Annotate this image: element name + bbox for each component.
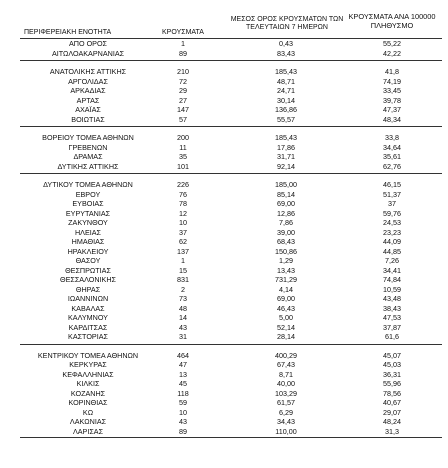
region-name: ΑΠΟ ΟΡΟΣ bbox=[69, 39, 107, 48]
avg7-value: 1,29 bbox=[279, 256, 293, 265]
avg7-value: 5,00 bbox=[279, 313, 293, 322]
region-name: ΑΡΚΑΔΙΑΣ bbox=[70, 86, 106, 95]
cases-value: 831 bbox=[177, 275, 189, 284]
region-name: ΗΛΕΙΑΣ bbox=[74, 227, 102, 237]
per100k-value: 74,19 bbox=[383, 76, 401, 86]
table-row bbox=[0, 77, 448, 86]
cases-value: 1 bbox=[181, 39, 185, 48]
table-row bbox=[0, 332, 448, 341]
region-name: ΘΕΣΣΑΛΟΝΙΚΗΣ bbox=[60, 275, 116, 284]
table-row bbox=[0, 304, 448, 313]
cases-value: 14 bbox=[179, 313, 187, 322]
avg7-value: 6,29 bbox=[279, 407, 293, 417]
per100k-value: 45,07 bbox=[383, 350, 401, 360]
region-name: ΕΒΡΟΥ bbox=[75, 189, 101, 199]
cases-value: 43 bbox=[179, 322, 187, 332]
table-row bbox=[0, 86, 448, 95]
table-row bbox=[0, 162, 448, 171]
avg7-value: 17,86 bbox=[277, 142, 295, 152]
region-name: ΚΑΛΥΜΝΟΥ bbox=[68, 313, 108, 322]
table-row bbox=[0, 351, 448, 360]
avg7-value: 103,29 bbox=[275, 388, 297, 398]
region-name: ΘΗΡΑΣ bbox=[75, 284, 101, 294]
per100k-value: 34,64 bbox=[383, 142, 401, 152]
avg7-value: 185,43 bbox=[275, 133, 297, 142]
table-row bbox=[0, 209, 448, 218]
avg7-value: 12,86 bbox=[277, 208, 295, 218]
cases-value: 62 bbox=[179, 237, 187, 246]
cases-value: 59 bbox=[179, 398, 187, 407]
region-name: ΖΑΚΥΝΘΟΥ bbox=[68, 218, 108, 227]
cases-value: 200 bbox=[177, 133, 189, 142]
cases-value: 43 bbox=[179, 417, 187, 426]
avg7-value: 136,86 bbox=[275, 105, 297, 114]
region-name: ΔΥΤΙΚΟΥ ΤΟΜΕΑ ΑΘΗΝΩΝ bbox=[43, 180, 133, 189]
per100k-value: 10,59 bbox=[383, 284, 401, 294]
region-name: ΚΕΡΚΥΡΑΣ bbox=[69, 360, 107, 369]
cases-value: 210 bbox=[177, 67, 189, 76]
avg7-value: 52,14 bbox=[277, 322, 295, 332]
per100k-value: 38,43 bbox=[383, 303, 401, 313]
region-name: ΚΑΡΔΙΤΣΑΣ bbox=[68, 322, 108, 332]
avg7-value: 8,71 bbox=[279, 369, 293, 379]
cases-value: 10 bbox=[179, 218, 187, 227]
region-name: ΚΑΣΤΟΡΙΑΣ bbox=[68, 332, 108, 341]
avg7-value: 150,86 bbox=[275, 246, 297, 256]
avg7-value: 48,71 bbox=[277, 76, 295, 86]
region-name: ΚΙΛΚΙΣ bbox=[76, 379, 100, 388]
avg7-value: 13,43 bbox=[277, 265, 295, 275]
table-row bbox=[0, 313, 448, 322]
avg7-value: 31,71 bbox=[277, 152, 295, 161]
cases-value: 464 bbox=[177, 350, 189, 360]
table-row bbox=[0, 133, 448, 142]
avg7-value: 67,43 bbox=[277, 360, 295, 369]
cases-value: 31 bbox=[179, 332, 187, 341]
per100k-value: 45,03 bbox=[383, 360, 401, 369]
per100k-value: 23,23 bbox=[383, 227, 401, 237]
cases-value: 101 bbox=[177, 161, 189, 171]
cases-value: 89 bbox=[179, 426, 187, 436]
avg7-value: 39,00 bbox=[277, 227, 295, 237]
header-avg7: ΜΕΣΟΣ ΟΡΟΣ ΚΡΟΥΣΜΑΤΩΝ ΤΩΝ ΤΕΛΕΥΤΑΙΩΝ 7 ΗΜΕΡΩΝ bbox=[230, 16, 344, 31]
table-row bbox=[0, 190, 448, 199]
region-name: ΚΕΝΤΡΙΚΟΥ ΤΟΜΕΑ ΑΘΗΝΩΝ bbox=[37, 350, 139, 360]
avg7-value: 68,43 bbox=[277, 237, 295, 246]
per100k-value: 43,48 bbox=[383, 294, 401, 303]
per100k-value: 48,34 bbox=[383, 114, 401, 124]
avg7-value: 34,43 bbox=[277, 417, 295, 426]
cases-value: 226 bbox=[177, 180, 189, 189]
per100k-value: 47,37 bbox=[383, 105, 401, 114]
table-divider bbox=[20, 60, 442, 61]
avg7-value: 40,00 bbox=[277, 379, 295, 388]
table-row bbox=[0, 67, 448, 76]
table-row bbox=[0, 417, 448, 426]
cases-value: 137 bbox=[177, 246, 189, 256]
per100k-value: 44,85 bbox=[383, 246, 401, 256]
region-name: ΒΟΙΩΤΙΑΣ bbox=[71, 114, 105, 124]
cases-value: 48 bbox=[179, 303, 187, 313]
table-row bbox=[0, 218, 448, 227]
per100k-value: 36,31 bbox=[383, 369, 401, 379]
region-name: ΗΜΑΘΙΑΣ bbox=[71, 237, 105, 246]
table-divider bbox=[20, 437, 442, 438]
per100k-value: 29,07 bbox=[383, 407, 401, 417]
region-name: ΓΡΕΒΕΝΩΝ bbox=[68, 142, 108, 152]
cases-value: 12 bbox=[179, 208, 187, 218]
avg7-value: 24,71 bbox=[277, 86, 295, 95]
region-name: ΑΙΤΩΛΟΑΚΑΡΝΑΝΙΑΣ bbox=[51, 48, 125, 58]
cases-value: 37 bbox=[179, 227, 187, 237]
table-row bbox=[0, 323, 448, 332]
cases-value: 15 bbox=[179, 265, 187, 275]
cases-value: 73 bbox=[179, 294, 187, 303]
per100k-value: 39,78 bbox=[383, 95, 401, 105]
table-row bbox=[0, 379, 448, 388]
table-row bbox=[0, 96, 448, 105]
avg7-value: 55,57 bbox=[277, 114, 295, 124]
avg7-value: 185,43 bbox=[275, 67, 297, 76]
region-name: ΚΟΖΑΝΗΣ bbox=[70, 388, 106, 398]
table-row bbox=[0, 266, 448, 275]
per100k-value: 42,22 bbox=[383, 48, 401, 58]
table-row bbox=[0, 39, 448, 48]
per100k-value: 46,15 bbox=[383, 180, 401, 189]
per100k-value: 55,22 bbox=[383, 39, 401, 48]
table-row bbox=[0, 247, 448, 256]
table-row bbox=[0, 275, 448, 284]
header-per100k: ΚΡΟΥΣΜΑΤΑ ΑΝΑ 100000 ΠΛΗΘΥΣΜΟ bbox=[348, 12, 436, 30]
region-name: ΛΑΡΙΣΑΣ bbox=[72, 426, 104, 436]
table-divider bbox=[20, 344, 442, 345]
avg7-value: 185,00 bbox=[275, 180, 297, 189]
region-name: ΘΕΣΠΡΩΤΙΑΣ bbox=[65, 265, 111, 275]
table-row bbox=[0, 105, 448, 114]
avg7-value: 30,14 bbox=[277, 95, 295, 105]
region-name: ΘΑΣΟΥ bbox=[75, 256, 101, 265]
cases-value: 10 bbox=[179, 407, 187, 417]
table-row bbox=[0, 256, 448, 265]
table-divider bbox=[20, 126, 442, 127]
table-row bbox=[0, 389, 448, 398]
per100k-value: 33,8 bbox=[385, 133, 399, 142]
avg7-value: 69,00 bbox=[277, 294, 295, 303]
region-name: ΔΥΤΙΚΗΣ ΑΤΤΙΚΗΣ bbox=[57, 161, 119, 171]
avg7-value: 7,86 bbox=[279, 218, 293, 227]
per100k-value: 7,26 bbox=[385, 256, 399, 265]
table-row bbox=[0, 49, 448, 58]
region-name: ΔΡΑΜΑΣ bbox=[73, 152, 103, 161]
per100k-value: 34,41 bbox=[383, 265, 401, 275]
region-name: ΑΧΑΪΑΣ bbox=[75, 105, 101, 114]
cases-value: 13 bbox=[179, 369, 187, 379]
cases-value: 118 bbox=[177, 388, 189, 398]
region-name: ΚΟΡΙΝΘΙΑΣ bbox=[68, 398, 108, 407]
avg7-value: 110,00 bbox=[275, 426, 297, 436]
table-row bbox=[0, 408, 448, 417]
cases-value: 47 bbox=[179, 360, 187, 369]
cases-value: 45 bbox=[179, 379, 187, 388]
avg7-value: 85,14 bbox=[277, 189, 295, 199]
cases-value: 29 bbox=[179, 86, 187, 95]
table-row bbox=[0, 199, 448, 208]
region-name: ΚΕΦΑΛΛΗΝΙΑΣ bbox=[62, 369, 114, 379]
table-row bbox=[0, 398, 448, 407]
per100k-value: 37,87 bbox=[383, 322, 401, 332]
table-row bbox=[0, 115, 448, 124]
per100k-value: 74,84 bbox=[383, 275, 401, 284]
region-name: ΒΟΡΕΙΟΥ ΤΟΜΕΑ ΑΘΗΝΩΝ bbox=[42, 133, 134, 142]
avg7-value: 28,14 bbox=[277, 332, 295, 341]
table-row bbox=[0, 294, 448, 303]
region-name: ΕΥΡΥΤΑΝΙΑΣ bbox=[65, 208, 111, 218]
cases-value: 11 bbox=[179, 142, 187, 152]
per100k-value: 37 bbox=[388, 199, 396, 208]
avg7-value: 83,43 bbox=[277, 48, 295, 58]
per100k-value: 40,67 bbox=[383, 398, 401, 407]
per100k-value: 51,37 bbox=[383, 189, 401, 199]
avg7-value: 92,14 bbox=[277, 161, 295, 171]
region-name: ΑΝΑΤΟΛΙΚΗΣ ΑΤΤΙΚΗΣ bbox=[49, 67, 127, 76]
per100k-value: 59,76 bbox=[383, 208, 401, 218]
cases-value: 35 bbox=[179, 152, 187, 161]
avg7-value: 69,00 bbox=[277, 199, 295, 208]
cases-value: 27 bbox=[179, 95, 187, 105]
table-row bbox=[0, 180, 448, 189]
per100k-value: 35,61 bbox=[383, 152, 401, 161]
region-name: ΚΑΒΑΛΑΣ bbox=[71, 303, 105, 313]
avg7-value: 46,43 bbox=[277, 303, 295, 313]
cases-value: 76 bbox=[179, 189, 187, 199]
header-cases: ΚΡΟΥΣΜΑΤΑ bbox=[162, 29, 204, 36]
region-name: ΗΡΑΚΛΕΙΟΥ bbox=[67, 246, 109, 256]
region-name: ΑΡΓΟΛΙΔΑΣ bbox=[68, 76, 108, 86]
avg7-value: 0,43 bbox=[279, 39, 293, 48]
per100k-value: 78,56 bbox=[383, 388, 401, 398]
cases-value: 89 bbox=[179, 48, 187, 58]
table-row bbox=[0, 228, 448, 237]
table-row bbox=[0, 152, 448, 161]
table-divider bbox=[20, 173, 442, 174]
cases-value: 72 bbox=[179, 76, 187, 86]
per100k-value: 47,53 bbox=[383, 313, 401, 322]
per100k-value: 48,24 bbox=[383, 417, 401, 426]
table-row bbox=[0, 427, 448, 436]
table-divider bbox=[20, 38, 442, 39]
per100k-value: 31,3 bbox=[385, 426, 399, 436]
per100k-value: 33,45 bbox=[383, 86, 401, 95]
per100k-value: 24,53 bbox=[383, 218, 401, 227]
cases-value: 147 bbox=[177, 105, 189, 114]
avg7-value: 400,29 bbox=[275, 350, 297, 360]
per100k-value: 61,6 bbox=[385, 332, 399, 341]
avg7-value: 61,57 bbox=[277, 398, 295, 407]
table-row bbox=[0, 360, 448, 369]
cases-value: 57 bbox=[179, 114, 187, 124]
table-row bbox=[0, 370, 448, 379]
region-name: ΛΑΚΩΝΙΑΣ bbox=[69, 417, 107, 426]
per100k-value: 41,8 bbox=[385, 67, 399, 76]
region-name: ΙΩΑΝΝΙΝΩΝ bbox=[67, 294, 109, 303]
cases-value: 1 bbox=[181, 256, 185, 265]
avg7-value: 731,29 bbox=[275, 275, 297, 284]
per100k-value: 44,09 bbox=[383, 237, 401, 246]
cases-value: 2 bbox=[181, 284, 185, 294]
per100k-value: 55,96 bbox=[383, 379, 401, 388]
per100k-value: 62,76 bbox=[383, 161, 401, 171]
header-region: ΠΕΡΙΦΕΡΕΙΑΚΗ ΕΝΟΤΗΤΑ bbox=[24, 29, 112, 36]
region-name: ΑΡΤΑΣ bbox=[76, 95, 100, 105]
avg7-value: 4,14 bbox=[279, 284, 293, 294]
cases-value: 78 bbox=[179, 199, 187, 208]
table-row bbox=[0, 237, 448, 246]
region-name: ΚΩ bbox=[82, 407, 94, 417]
region-name: ΕΥΒΟΙΑΣ bbox=[72, 199, 104, 208]
table-row bbox=[0, 143, 448, 152]
table-row bbox=[0, 285, 448, 294]
